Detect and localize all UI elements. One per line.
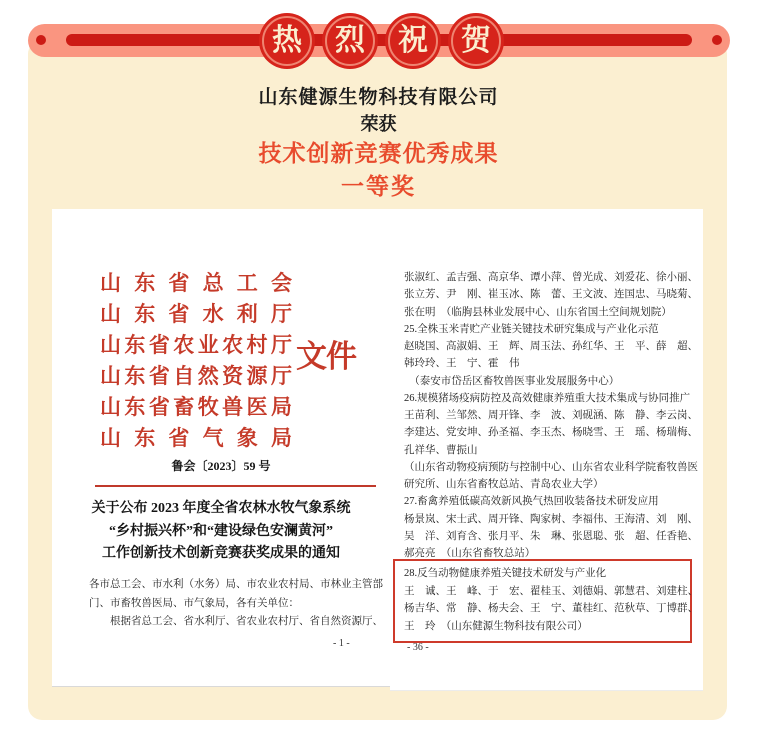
agency-char: 山 bbox=[100, 270, 121, 295]
agency-char: 农 bbox=[222, 332, 244, 357]
winners-list-line: 张在明 （临朐县林业发展中心、山东省国土空间规划院） bbox=[404, 306, 672, 318]
congrats-char: 热 bbox=[272, 24, 302, 57]
congrats-circle-4 bbox=[448, 13, 504, 69]
congrats-char: 祝 bbox=[398, 24, 428, 57]
agency-char: 厅 bbox=[270, 332, 292, 357]
page-number-left: - 1 - bbox=[333, 638, 350, 649]
winners-list bbox=[404, 269, 700, 562]
agency-char: 牧 bbox=[197, 394, 219, 419]
prize-level: 一等奖 bbox=[341, 173, 416, 199]
banner-inner-bar bbox=[66, 34, 692, 46]
agency-char: 山 bbox=[100, 425, 121, 450]
agency-char: 兽 bbox=[222, 394, 244, 419]
agency-line bbox=[100, 359, 292, 390]
agency-char: 象 bbox=[236, 425, 258, 450]
agency-char: 省 bbox=[148, 363, 170, 388]
agency-char: 东 bbox=[124, 363, 146, 388]
notice-body-line: 门、市畜牧兽医局、市气象局，各有关单位： bbox=[89, 597, 299, 609]
highlight-box bbox=[393, 559, 698, 643]
winners-list-line: 张立芳、尹 刚、崔玉冰、陈 蕾、王文波、连国忠、马晓菊、 bbox=[404, 289, 698, 301]
congrats-circle-3 bbox=[385, 13, 441, 69]
highlight-line: 杨吉华、常 静、杨夫会、王 宁、董桂红、范秋草、丁博群、 bbox=[404, 603, 698, 614]
award-title: 技术创新竞赛优秀成果 bbox=[258, 140, 499, 166]
agency-line bbox=[100, 421, 292, 452]
agency-char: 总 bbox=[202, 270, 224, 295]
agency-char: 局 bbox=[270, 425, 292, 450]
winners-list-line: 孔祥华、曹振山 bbox=[404, 444, 478, 456]
winners-list-line: 赵晓国、高淑娟、王 辉、周玉法、孙红华、王 平、薛 超、 bbox=[404, 341, 698, 352]
winners-list-line: 25.全株玉米青贮产业链关键技术研究集成与产业化示范 bbox=[404, 323, 659, 335]
congrats-char: 贺 bbox=[461, 24, 491, 57]
agency-char: 山 bbox=[100, 394, 121, 419]
notice-title-line: 工作创新技术创新竞赛获奖成果的通知 bbox=[102, 546, 340, 561]
winners-list-line: 26.规模猪场疫病防控及高效健康养殖重大技术集成与协同推广 bbox=[404, 392, 691, 404]
highlight-line: 王 诚、王 峰、于 宏、翟桂玉、刘德娟、郭慧君、刘建柱、 bbox=[404, 585, 698, 597]
document-label: 文件 bbox=[296, 339, 356, 374]
winners-list-line: 王苗利、兰邹然、周开锋、李 波、刘砚涵、陈 静、李云岗、 bbox=[404, 410, 698, 421]
highlight-line: 王 玲 （山东健源生物科技有限公司） bbox=[404, 620, 588, 632]
winners-list-line: （泰安市岱岳区畜牧兽医事业发展服务中心） bbox=[404, 375, 620, 387]
document-number: 鲁会〔2023〕59 号 bbox=[171, 459, 271, 473]
agency-char: 局 bbox=[270, 394, 292, 419]
agency-char: 畜 bbox=[173, 394, 195, 419]
notice-title bbox=[52, 498, 390, 566]
winners-list-line: 吴 洋、刘育含、张月平、朱 琳、张恩聪、张 超、任香艳、 bbox=[404, 530, 698, 542]
notice-body bbox=[89, 576, 383, 632]
agency-line bbox=[100, 297, 292, 328]
agency-char: 资 bbox=[222, 363, 244, 388]
agency-char: 厅 bbox=[270, 363, 292, 388]
winners-list-line: 李建达、党安坤、孙圣福、李玉杰、杨晓雪、王 瑶、杨瑞梅、 bbox=[404, 427, 698, 439]
notice-body-line: 各市总工会、市水利（水务）局、市农业农村局、市林业主管部 bbox=[89, 579, 383, 590]
right-document-page bbox=[390, 209, 703, 691]
agency-char: 省 bbox=[168, 270, 190, 295]
agency-char: 村 bbox=[246, 332, 268, 357]
winners-list-line: 研究所、山东省畜牧总站、青岛农业大学） bbox=[404, 479, 604, 490]
congrats-circle-2 bbox=[322, 13, 378, 69]
agency-char: 自 bbox=[173, 363, 195, 388]
red-divider bbox=[95, 485, 376, 487]
agency-char: 东 bbox=[124, 394, 146, 419]
agency-char: 会 bbox=[270, 270, 292, 295]
banner-dot-left bbox=[36, 35, 46, 45]
agency-char: 省 bbox=[148, 394, 170, 419]
agency-char: 东 bbox=[134, 425, 156, 450]
agency-char: 东 bbox=[124, 332, 146, 357]
agency-char: 东 bbox=[134, 270, 156, 295]
agency-char: 农 bbox=[173, 332, 195, 357]
agency-char: 山 bbox=[100, 363, 121, 388]
winners-list-line: 27.畜禽养殖低碳高效新风换气热回收装备技术研发应用 bbox=[404, 496, 659, 508]
agency-char: 水 bbox=[202, 301, 224, 326]
agency-line bbox=[100, 328, 292, 359]
winners-list-line: （山东省动物疫病预防与控制中心、山东省农业科学院畜牧兽医 bbox=[404, 461, 698, 473]
agency-line bbox=[100, 390, 292, 421]
agency-char: 省 bbox=[168, 425, 190, 450]
notice-title-line: 关于公布 2023 年度全省农林水牧气象系统 bbox=[91, 501, 351, 516]
notice-title-line: “乡村振兴杯”和“建设绿色安澜黄河” bbox=[109, 523, 333, 539]
agency-char: 医 bbox=[246, 394, 268, 419]
agency-header bbox=[100, 266, 292, 452]
agency-char: 厅 bbox=[270, 301, 292, 326]
winners-list-line: 郝亮亮 （山东省畜牧总站） bbox=[404, 548, 536, 559]
company-name: 山东健源生物科技有限公司 bbox=[258, 87, 499, 108]
agency-char: 工 bbox=[236, 270, 258, 295]
banner-dot-right bbox=[712, 35, 722, 45]
congrats-char: 烈 bbox=[335, 24, 365, 57]
winners-list-line: 韩玲玲、王 宁、霍 伟 bbox=[404, 358, 520, 370]
agency-char: 山 bbox=[100, 301, 121, 326]
agency-char: 气 bbox=[202, 425, 224, 450]
agency-char: 省 bbox=[148, 332, 170, 357]
agency-char: 然 bbox=[197, 363, 219, 388]
agency-char: 省 bbox=[168, 301, 190, 326]
winners-list-line: 张淑红、孟吉强、高京华、谭小萍、曾光成、刘爱花、徐小丽、 bbox=[404, 272, 698, 283]
agency-line bbox=[100, 266, 292, 297]
awarded-label: 荣获 bbox=[360, 114, 397, 134]
agency-char: 东 bbox=[134, 301, 156, 326]
agency-char: 业 bbox=[197, 332, 219, 357]
congrats-circle-1 bbox=[259, 13, 315, 69]
agency-char: 山 bbox=[100, 332, 121, 357]
notice-body-line: 根据省总工会、省水利厅、省农业农村厅、省自然资源厅、 bbox=[89, 616, 383, 627]
agency-char: 源 bbox=[246, 363, 268, 388]
agency-char: 利 bbox=[236, 301, 258, 326]
left-document-page bbox=[52, 209, 390, 687]
winners-list-line: 杨景岚、宋士武、周开锋、陶家树、李福伟、王海清、刘 刚、 bbox=[404, 513, 698, 525]
page-number-right: - 36 - bbox=[407, 642, 429, 653]
highlight-line: 28.反刍动物健康养殖关键技术研发与产业化 bbox=[404, 568, 607, 579]
